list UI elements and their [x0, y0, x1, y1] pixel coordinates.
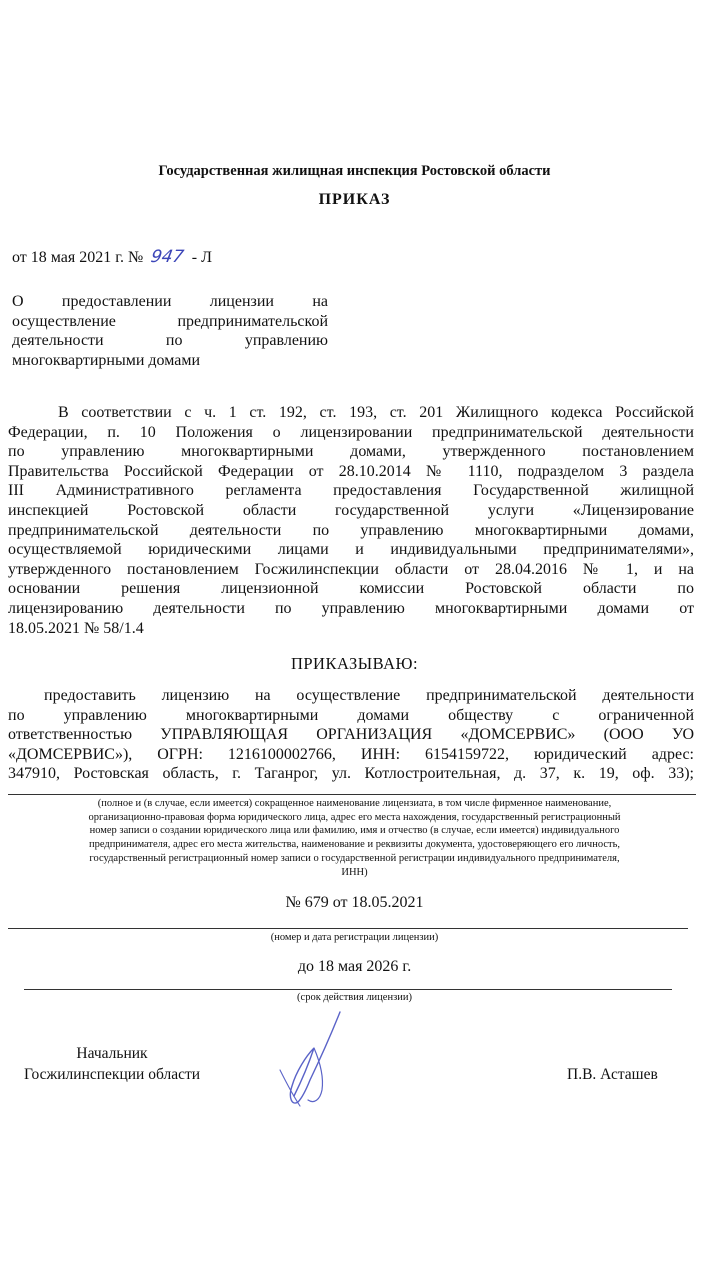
- divider-line: [8, 794, 696, 795]
- license-validity-caption: (срок действия лицензии): [297, 992, 412, 1003]
- order-number-handwritten: 947: [149, 247, 186, 267]
- decision-line: ответственностью УПРАВЛЯЮЩАЯ ОРГАНИЗАЦИЯ «ДОМСЕРВИС» (ООО УО: [8, 726, 694, 744]
- license-validity-value: до 18 мая 2026 г.: [297, 958, 412, 975]
- caption-line: ИНН): [341, 866, 368, 878]
- caption-line: предпринимателя, адрес его места жительства, наименование и реквизиты документа, удостоверяющего его личность,: [88, 839, 620, 851]
- order-subject: [12, 292, 328, 370]
- decision-paragraph: [8, 686, 694, 784]
- preamble-line: инспекцией Ростовской области государственной услуги «Лицензирование: [8, 501, 694, 519]
- preamble-line: 18.05.2021 № 58/1.4: [8, 619, 144, 637]
- licensee-field-caption: [0, 797, 709, 879]
- license-registration-caption: (номер и дата регистрации лицензии): [270, 932, 439, 943]
- signature-stroke: [290, 1012, 340, 1103]
- preamble-line: по управлению многоквартирными домами, утвержденного постановлением: [8, 443, 694, 461]
- signatory-title: [12, 1043, 212, 1085]
- preamble-line: лицензированию деятельности по управлению многоквартирными домами от: [8, 599, 694, 617]
- preamble-line: Правительства Российской Федерации от 28.10.2014 № 1110, подразделом 3 раздела: [8, 462, 694, 480]
- divider-line: [24, 989, 672, 990]
- decision-line: предоставить лицензию на осуществление предпринимательской деятельности: [44, 687, 694, 704]
- issuing-authority: Государственная жилищная инспекция Ростовской области: [158, 163, 551, 179]
- subject-line: деятельности по управлению: [12, 332, 328, 350]
- order-suffix: - Л: [191, 249, 212, 266]
- signatory-title-line: Госжилинспекции области: [23, 1066, 201, 1083]
- preamble-line: В соответствии с ч. 1 ст. 192, ст. 193, ст. 201 Жилищного кодекса Российской: [58, 404, 694, 421]
- command-heading: ПРИКАЗЫВАЮ:: [290, 654, 419, 673]
- signatory-name: П.В. Асташев: [567, 1066, 658, 1083]
- preamble-line: предпринимательской деятельности по управлению многоквартирными домами,: [8, 521, 694, 539]
- subject-line: многоквартирными домами: [12, 351, 201, 369]
- divider-line: [8, 928, 688, 929]
- decision-line: 347910, Ростовская область, г. Таганрог, ул. Котлостроительная, д. 37, к. 19, оф. 33);: [8, 765, 694, 783]
- order-date: от 18 мая 2021 г. №: [12, 249, 144, 266]
- document-type: ПРИКАЗ: [318, 191, 391, 208]
- caption-line: организационно-правовая форма юридического лица, адрес его места нахождения, государственный регистрационный: [88, 811, 621, 823]
- signatory-title-line: Начальник: [76, 1045, 148, 1062]
- subject-line: осуществление предпринимательской: [12, 312, 328, 330]
- license-registration-value: № 679 от 18.05.2021: [285, 894, 424, 911]
- handwritten-signature: [262, 1010, 372, 1110]
- decision-line: «ДОМСЕРВИС»), ОГРН: 1216100002766, ИНН: 6154159722, юридический адрес:: [8, 745, 694, 763]
- preamble-paragraph: [8, 403, 694, 638]
- preamble-line: основании решения лицензионной комиссии Ростовской области по: [8, 580, 694, 598]
- decision-line: по управлению многоквартирными домами обществу с ограниченной: [8, 706, 694, 724]
- preamble-line: осуществляемой юридическими лицами и индивидуальными предпринимателями»,: [8, 541, 694, 559]
- subject-line: О предоставлении лицензии на: [12, 293, 328, 310]
- order-date-number: [12, 247, 212, 267]
- preamble-line: утвержденного постановлением Госжилинспекции области от 28.04.2016 № 1, и на: [8, 560, 694, 578]
- signature-stroke: [308, 1048, 323, 1102]
- preamble-line: III Административного регламента предоставления Государственной жилищной: [8, 482, 694, 500]
- caption-line: номер записи о создании юридического лица или фамилию, имя и отчество (в случае, если имеется) индивидуального: [89, 825, 620, 837]
- preamble-line: Федерации, п. 10 Положения о лицензировании предпринимательской деятельности: [8, 423, 694, 441]
- caption-line: государственный регистрационный номер записи о государственной регистрации индивидуального предпринимателя,: [89, 852, 620, 864]
- signature-stroke: [280, 1070, 300, 1106]
- caption-line: (полное и (в случае, если имеется) сокращенное наименование лицензиата, в том числе фирменное наименование,: [97, 798, 612, 809]
